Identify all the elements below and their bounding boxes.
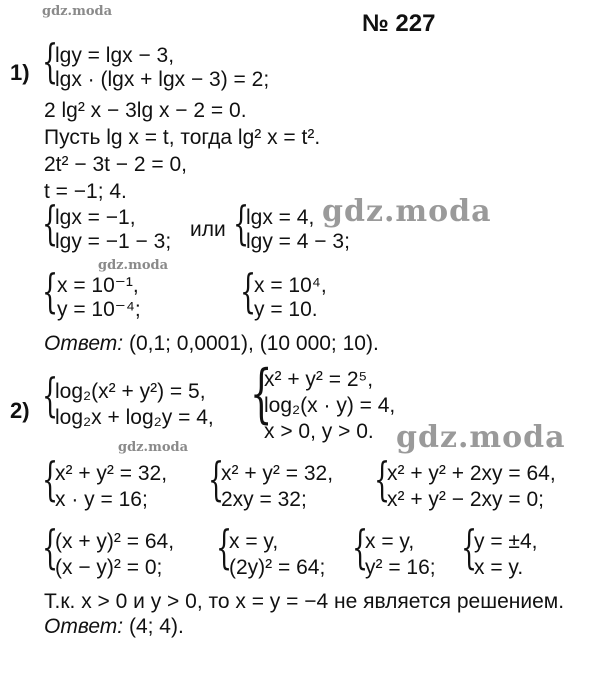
math-line: t = −1; 4. [44,180,127,203]
math-line: x² + y² + 2xy = 64, [387,462,556,485]
math-line: lgy = lgx − 3, [55,44,175,67]
math-line: 2 lg² x − 3lg x − 2 = 0. [44,99,247,122]
brace: { [216,520,233,574]
math-line: lgx · (lgx + lgx − 3) = 2; [55,68,270,91]
math-line: y² = 16; [365,556,436,579]
brace: { [42,34,59,88]
text-line: или [190,218,226,241]
watermark-large: gdz.moda [396,420,566,455]
math-line: x² + y² = 32, [55,462,168,485]
watermark-large: gdz.moda [322,194,492,229]
brace: { [42,368,59,422]
math-line: x > 0, y > 0. [264,420,374,443]
watermark-small: gdz.moda [118,440,189,455]
math-line: x · y = 16; [55,488,148,511]
brace: { [240,264,257,318]
math-line: (2y)² = 64; [229,556,326,579]
problem-number: № 227 [362,10,436,37]
answer-2 [44,615,184,639]
answer-1 [44,332,379,356]
watermark-small: gdz.moda [98,258,169,273]
math-line: lgx = −1, [55,206,136,229]
math-line: x² + y² = 2⁵, [264,368,374,391]
brace: { [250,357,273,431]
part2-label: 2) [10,398,30,423]
math-line: (x − y)² = 0; [55,556,163,579]
math-line: y = 10⁻⁴; [57,298,141,321]
watermark-small: gdz.moda [42,4,113,19]
math-line: x = y, [365,530,415,553]
math-line: y = 10. [254,298,318,321]
math-line: x = y, [229,530,279,553]
math-line: lgy = 4 − 3; [246,230,350,253]
math-line: x² + y² = 32, [221,462,334,485]
math-line: log₂x + log₂y = 4, [55,406,214,429]
answer-label: Ответ: [44,332,124,355]
brace: { [233,196,250,250]
brace: { [42,520,59,574]
math-line: y = ±4, [474,530,538,553]
brace: { [374,452,391,506]
math-line: x = 10⁻¹, [57,274,139,297]
answer-value: (0,1; 0,0001), (10 000; 10). [128,332,379,355]
brace: { [208,452,225,506]
math-line: log₂(x · y) = 4, [264,394,396,417]
brace: { [461,520,478,574]
math-line: x = 10⁴, [254,274,327,297]
math-line: lgx = 4, [246,206,315,229]
math-line: lgy = −1 − 3; [55,230,172,253]
math-line: x = y. [474,556,524,579]
math-line: 2t² − 3t − 2 = 0, [44,153,188,176]
brace: { [352,520,369,574]
answer-label: Ответ: [44,615,124,638]
math-line: (x + y)² = 64, [55,530,175,553]
brace: { [42,264,59,318]
math-line: x² + y² − 2xy = 0; [387,488,544,511]
answer-value: (4; 4). [128,615,184,638]
math-line: log₂(x² + y²) = 5, [55,380,206,403]
brace: { [42,196,59,250]
note-line: Т.к. x > 0 и y > 0, то x = y = −4 не является решением. [44,590,565,613]
math-line: 2xy = 32; [221,488,307,511]
part1-label: 1) [10,60,30,85]
brace: { [42,452,59,506]
text-line: Пусть lg x = t, тогда lg² x = t². [44,126,321,149]
